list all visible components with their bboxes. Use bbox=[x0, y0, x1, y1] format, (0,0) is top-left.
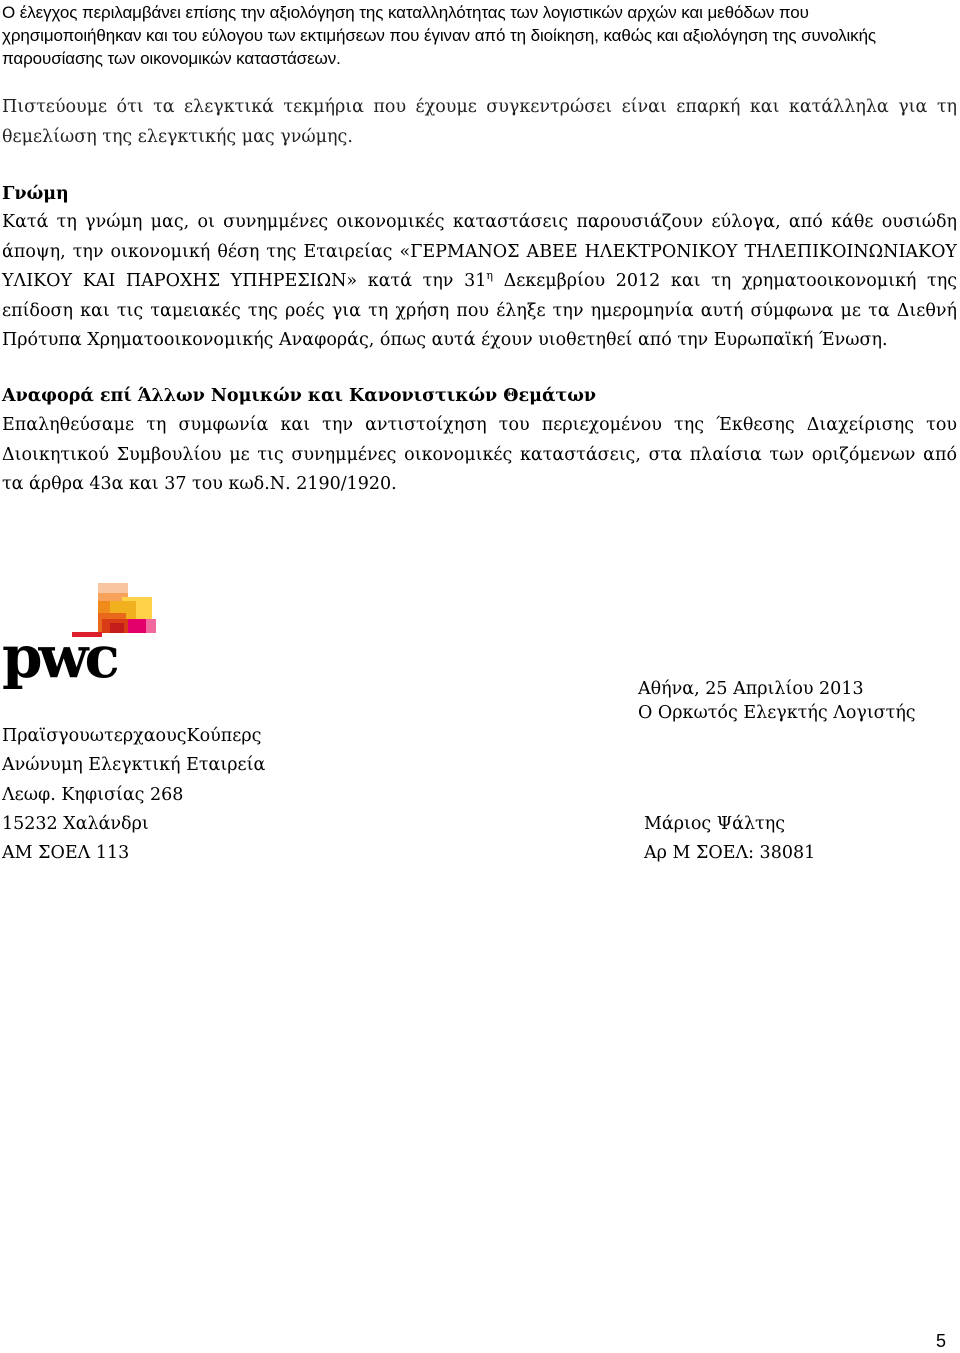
opinion-text-start: Κατά τη γνώμη μας, οι συνημμένες οικονομικές καταστάσεις παρουσιάζουν εύλογα, από κάθε ουσιώδη άποψη, την οικονομική θέση της Εταιρείας «ΓΕΡΜΑΝΟΣ ΑΒΕΕ ΗΛΕΚΤΡΟΝΙΚΟΥ ΤΗΛΕΠΙΚΟΙΝΩΝΙΑΚΟΥ ΥΛΙΚΟΥ ΚΑΙ ΠΑΡΟΧΗΣ ΥΠΗΡΕΣΙΩΝ» κατά την 31 bbox=[2, 212, 957, 291]
firm-type: Ανώνυμη Ελεγκτική Εταιρεία bbox=[2, 755, 266, 776]
evidence-paragraph: Πιστεύουμε ότι τα ελεγκτικά τεκμήρια που έχουμε συγκεντρώσει είναι επαρκή και κατάλληλα για τη θεμελίωση της ελεγκτικής μας γνώμης. bbox=[2, 97, 957, 147]
auditor-role: Ο Ορκωτός Ελεγκτής Λογιστής bbox=[638, 702, 916, 723]
auditor-name: Μάριος Ψάλτης bbox=[644, 814, 786, 834]
firm-registration: ΑΜ ΣΟΕΛ 113 bbox=[2, 843, 130, 864]
signature-header bbox=[638, 678, 916, 725]
place-date: Αθήνα, 25 Απριλίου 2013 bbox=[638, 679, 864, 699]
auditor-registration: Αρ Μ ΣΟΕΛ: 38081 bbox=[644, 843, 816, 864]
firm-address bbox=[2, 722, 265, 868]
opinion-heading: Γνώμη bbox=[2, 184, 69, 204]
ordinal-suffix: η bbox=[486, 269, 493, 282]
opinion-text-end: Δεκεμβρίου 2012 και τη χρηματοοικονομική της επίδοση και τις ταμειακές της ροές για τη χρήση που έληξε την ημερομηνία αυτή σύμφωνα με τα Διεθνή Πρότυπα Χρηματοοικονομικής Αναφοράς, όπως αυτά έχουν υιοθετηθεί από την Ευρωπαϊκή Ένωση. bbox=[2, 271, 957, 350]
other-matters-paragraph: Επαληθεύσαμε τη συμφωνία και την αντιστοίχηση του περιεχομένου της Έκθεσης Διαχείρισης του Διοικητικού Συμβουλίου με τις συνημμένες οικονομικές καταστάσεις, στα πλαίσια των οριζόμενων από τα άρθρα 43α και 37 του κωδ.Ν. 2190/1920. bbox=[2, 415, 957, 494]
signature-block bbox=[644, 810, 815, 869]
page-number: 5 bbox=[936, 1331, 947, 1351]
firm-street: Λεωφ. Κηφισίας 268 bbox=[2, 784, 184, 805]
other-matters-heading: Αναφορά επί Άλλων Νομικών και Κανονιστικών Θεμάτων bbox=[2, 386, 597, 406]
logo-wordmark: pwc bbox=[2, 623, 116, 691]
intro-paragraph: Ο έλεγχος περιλαμβάνει επίσης την αξιολόγηση της καταλληλότητας των λογιστικών αρχών και μεθόδων που χρησιμοποιήθηκαν και του εύλογου των εκτιμήσεων που έγιναν από τη διοίκηση, καθώς και αξιολόγηση της συνολικής παρουσίασης των οικονομικών καταστάσεων. bbox=[2, 3, 877, 68]
pwc-logo bbox=[2, 583, 162, 703]
firm-city: 15232 Χαλάνδρι bbox=[2, 813, 149, 834]
opinion-paragraph bbox=[2, 208, 957, 356]
firm-name: ΠραϊσγουωτερχαουςΚούπερς bbox=[2, 726, 262, 746]
